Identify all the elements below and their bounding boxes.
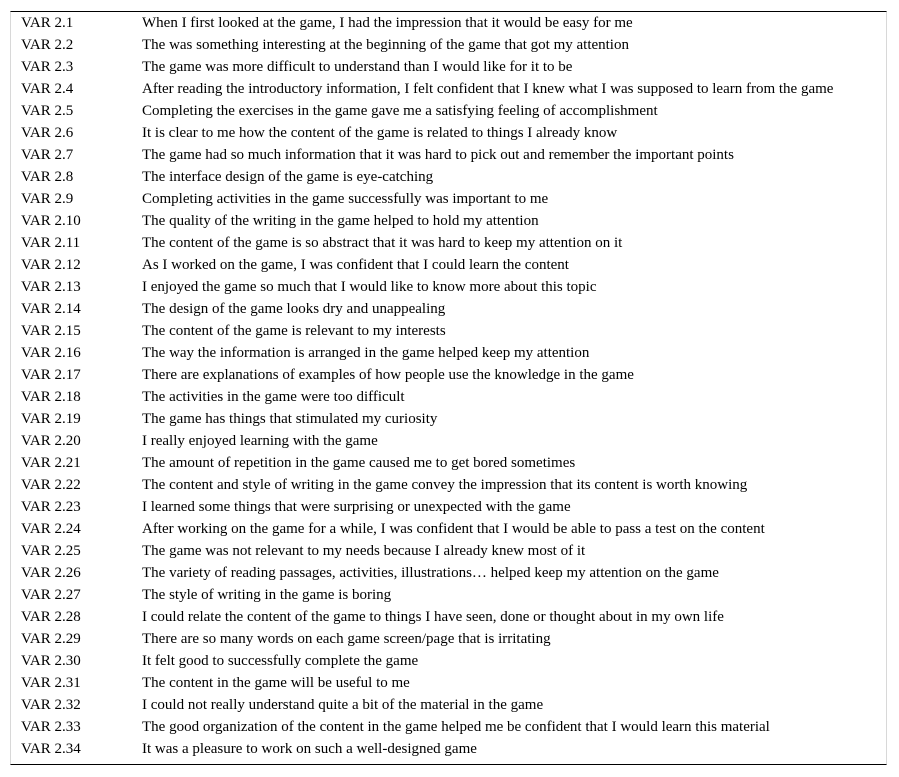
table-row: [11, 518, 888, 540]
variable-statement: The way the information is arranged in the game helped keep my attention: [142, 345, 590, 361]
variable-code: VAR 2.5: [21, 103, 74, 119]
variable-statement: It felt good to successfully complete the game: [142, 653, 419, 669]
variable-statement: There are so many words on each game screen/page that is irritating: [142, 631, 551, 647]
variable-code: VAR 2.34: [21, 741, 81, 757]
questionnaire-table-frame: [10, 11, 887, 765]
table-body: [11, 12, 888, 760]
variable-statement: The game was not relevant to my needs because I already knew most of it: [142, 543, 586, 559]
variable-statement: The design of the game looks dry and unappealing: [142, 301, 446, 317]
table-row: [11, 210, 888, 232]
variable-code: VAR 2.16: [21, 345, 81, 361]
variable-code: VAR 2.24: [21, 521, 81, 537]
variable-code: VAR 2.8: [21, 169, 74, 185]
table-row: [11, 562, 888, 584]
table-row: [11, 254, 888, 276]
variable-code: VAR 2.27: [21, 587, 81, 603]
variable-statement: I could not really understand quite a bit of the material in the game: [142, 697, 544, 713]
variable-statement: I really enjoyed learning with the game: [142, 433, 378, 449]
variable-code: VAR 2.3: [21, 59, 74, 75]
variable-code: VAR 2.22: [21, 477, 81, 493]
variable-statement: The game has things that stimulated my curiosity: [142, 411, 438, 427]
variable-code: VAR 2.26: [21, 565, 81, 581]
variable-code: VAR 2.25: [21, 543, 81, 559]
variable-statement: After working on the game for a while, I was confident that I would be able to pass a test on the content: [142, 521, 765, 537]
table-row: [11, 694, 888, 716]
questionnaire-table: [11, 12, 888, 760]
variable-code: VAR 2.15: [21, 323, 81, 339]
variable-code: VAR 2.12: [21, 257, 81, 273]
variable-code: VAR 2.17: [21, 367, 81, 383]
table-row: [11, 276, 888, 298]
variable-code: VAR 2.32: [21, 697, 81, 713]
table-row: [11, 100, 888, 122]
table-row: [11, 650, 888, 672]
variable-code: VAR 2.19: [21, 411, 81, 427]
variable-code: VAR 2.33: [21, 719, 81, 735]
variable-statement: As I worked on the game, I was confident that I could learn the content: [142, 257, 569, 273]
variable-statement: I enjoyed the game so much that I would like to know more about this topic: [142, 279, 597, 295]
table-row: [11, 298, 888, 320]
table-row: [11, 716, 888, 738]
table-row: [11, 496, 888, 518]
variable-statement: There are explanations of examples of how people use the knowledge in the game: [142, 367, 634, 383]
variable-code: VAR 2.14: [21, 301, 81, 317]
table-row: [11, 628, 888, 650]
variable-statement: I learned some things that were surprising or unexpected with the game: [142, 499, 571, 515]
variable-statement: The quality of the writing in the game helped to hold my attention: [142, 213, 539, 229]
table-row: [11, 672, 888, 694]
table-row: [11, 188, 888, 210]
variable-statement: After reading the introductory information, I felt confident that I knew what I was supposed to learn from the game: [142, 81, 834, 97]
variable-statement: The variety of reading passages, activities, illustrations… helped keep my attention on the game: [142, 565, 719, 581]
variable-code: VAR 2.28: [21, 609, 81, 625]
variable-statement: The game was more difficult to understand than I would like for it to be: [142, 59, 573, 75]
variable-statement: The game had so much information that it was hard to pick out and remember the important points: [142, 147, 734, 163]
table-row: [11, 364, 888, 386]
variable-code: VAR 2.13: [21, 279, 81, 295]
table-row: [11, 34, 888, 56]
table-row: [11, 56, 888, 78]
variable-code: VAR 2.23: [21, 499, 81, 515]
variable-statement: The interface design of the game is eye-catching: [142, 169, 434, 185]
variable-code: VAR 2.29: [21, 631, 81, 647]
table-row: [11, 606, 888, 628]
variable-statement: The content of the game is relevant to my interests: [142, 323, 446, 339]
table-row: [11, 738, 888, 760]
table-row: [11, 452, 888, 474]
table-row: [11, 12, 888, 34]
variable-code: VAR 2.9: [21, 191, 74, 207]
variable-statement: The was something interesting at the beginning of the game that got my attention: [142, 37, 629, 53]
table-row: [11, 144, 888, 166]
variable-statement: The content of the game is so abstract that it was hard to keep my attention on it: [142, 235, 623, 251]
variable-statement: Completing activities in the game successfully was important to me: [142, 191, 549, 207]
variable-code: VAR 2.4: [21, 81, 74, 97]
variable-statement: I could relate the content of the game to things I have seen, done or thought about in my own life: [142, 609, 724, 625]
table-row: [11, 166, 888, 188]
variable-code: VAR 2.20: [21, 433, 81, 449]
variable-code: VAR 2.18: [21, 389, 81, 405]
variable-code: VAR 2.30: [21, 653, 81, 669]
table-row: [11, 474, 888, 496]
variable-statement: When I first looked at the game, I had the impression that it would be easy for me: [142, 15, 633, 31]
variable-code: VAR 2.7: [21, 147, 74, 163]
table-row: [11, 386, 888, 408]
variable-statement: The content in the game will be useful to me: [142, 675, 410, 691]
variable-statement: It is clear to me how the content of the game is related to things I already know: [142, 125, 618, 141]
variable-code: VAR 2.21: [21, 455, 81, 471]
variable-statement: The style of writing in the game is boring: [142, 587, 392, 603]
variable-code: VAR 2.1: [21, 15, 74, 31]
variable-statement: The activities in the game were too difficult: [142, 389, 405, 405]
table-row: [11, 232, 888, 254]
variable-statement: It was a pleasure to work on such a well-designed game: [142, 741, 477, 757]
table-row: [11, 540, 888, 562]
table-row: [11, 430, 888, 452]
table-row: [11, 78, 888, 100]
variable-statement: The amount of repetition in the game caused me to get bored sometimes: [142, 455, 576, 471]
variable-statement: The good organization of the content in the game helped me be confident that I would learn this material: [142, 719, 770, 735]
table-row: [11, 584, 888, 606]
table-row: [11, 122, 888, 144]
table-row: [11, 320, 888, 342]
variable-code: VAR 2.31: [21, 675, 81, 691]
variable-statement: Completing the exercises in the game gave me a satisfying feeling of accomplishment: [142, 103, 658, 119]
variable-code: VAR 2.10: [21, 213, 81, 229]
table-row: [11, 342, 888, 364]
variable-code: VAR 2.11: [21, 235, 81, 251]
variable-code: VAR 2.6: [21, 125, 74, 141]
variable-code: VAR 2.2: [21, 37, 74, 53]
variable-statement: The content and style of writing in the game convey the impression that its content is worth knowing: [142, 477, 748, 493]
table-row: [11, 408, 888, 430]
